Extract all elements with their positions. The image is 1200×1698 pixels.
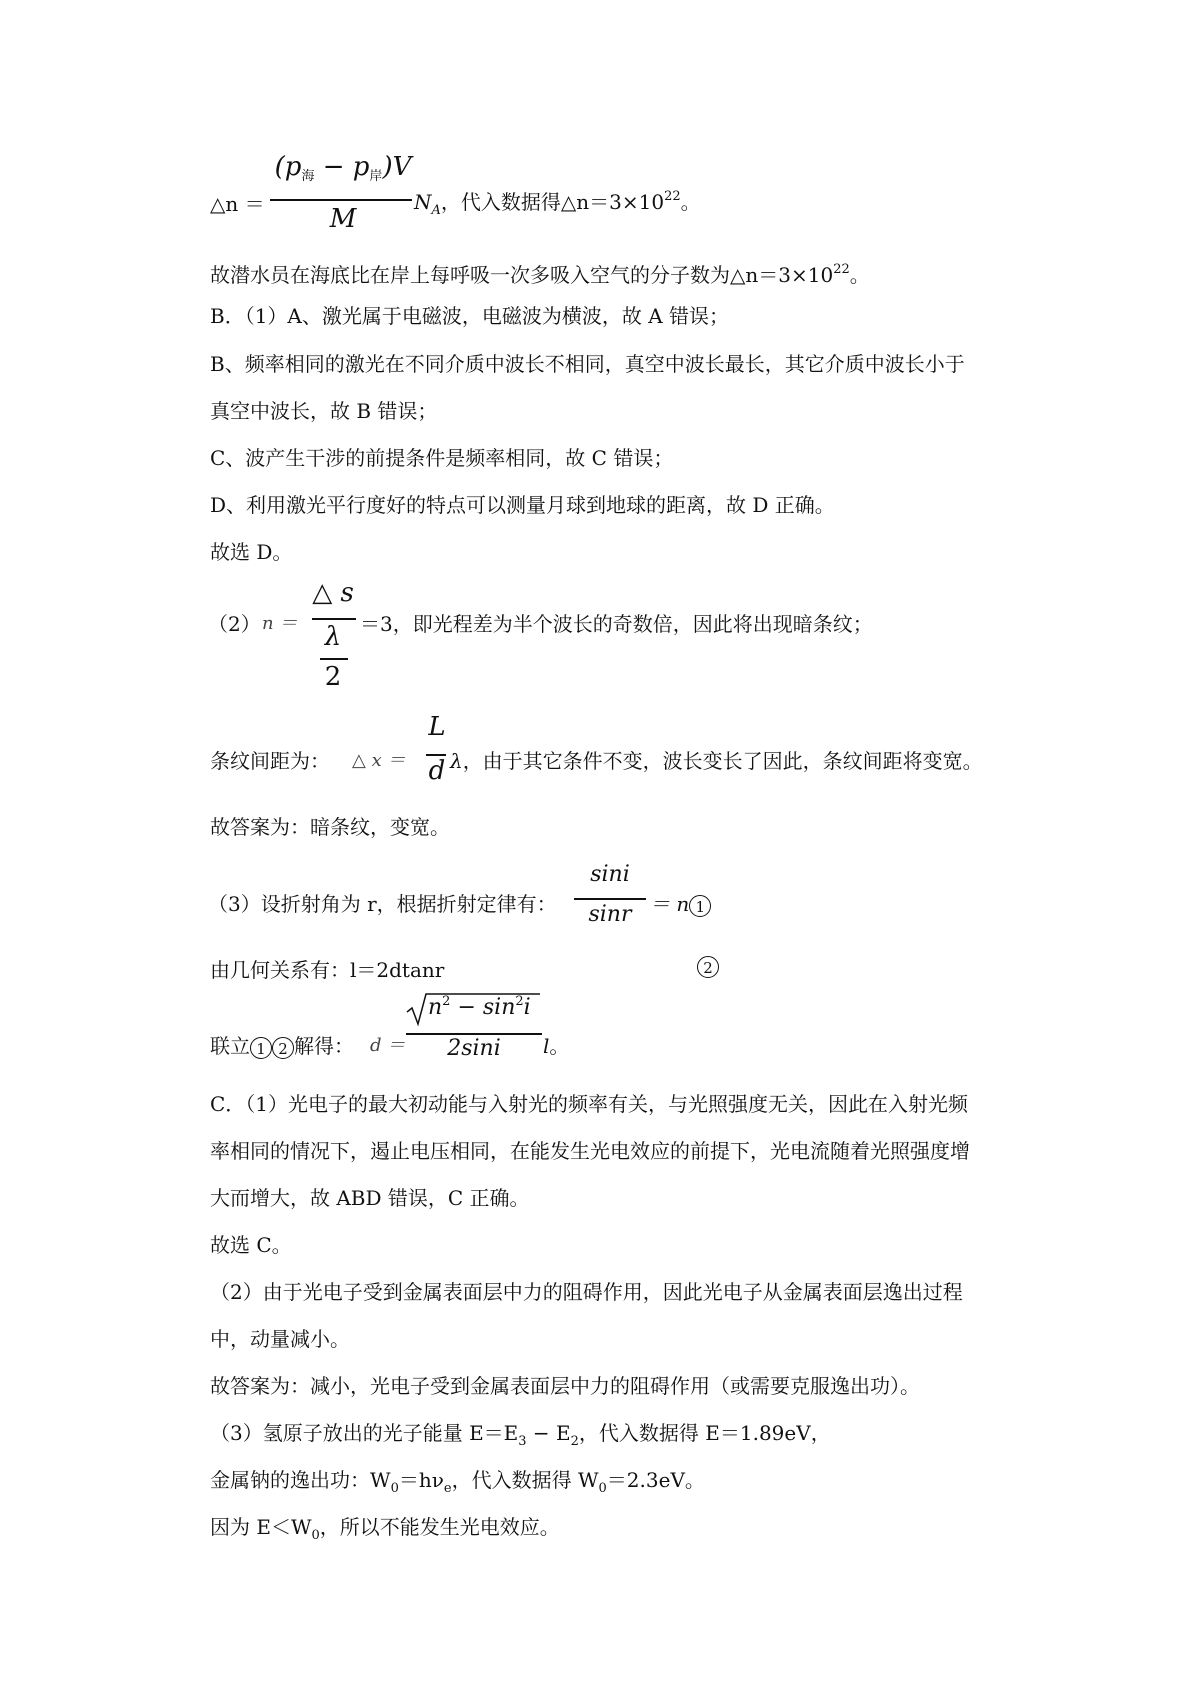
text-line-7: 故选 D。 <box>210 540 293 564</box>
eq2-tail: ＝3，即光程差为半个波长的奇数倍，因此将出现暗条纹； <box>360 612 873 636</box>
text-line-c10: 因为 $E<W_0$，所以不能发生光电效应。 <box>210 1515 560 1543</box>
text-line-c8: （3）氢原子放出的光子能量 $E=E_3 - E_2$，代入数据得 E＝1.89eV， <box>210 1421 831 1449</box>
eq2-numerator: △ s <box>312 578 354 608</box>
text-line-c9: 金属钠的逸出功：$W_0=h\nu_e$，代入数据得 $W_0=2.3eV$。 <box>210 1468 705 1496</box>
text-line-c4: 故选 C。 <box>210 1233 292 1257</box>
eq1-tail: $N_A$，代入数据得$\triangle n=3\times 10^{22}$。 <box>414 189 701 218</box>
text-line-3: B、频率相同的激光在不同介质中波长不相同，真空中波长最长，其它介质中波长小于 <box>210 352 965 376</box>
eq5-fraction-bar <box>406 1033 542 1035</box>
eq4-numerator: sini <box>590 862 630 887</box>
eq5-numerator: $n^2 - \sin^2i$ <box>428 994 531 1020</box>
eq5-lhs: d ＝ <box>370 1035 406 1056</box>
text-line-c7: 故答案为：减小，光电子受到金属表面层中力的阻碍作用（或需要克服逸出功）。 <box>210 1374 920 1398</box>
eq2-lhs: n ＝ <box>262 613 298 634</box>
eq4-tail: ＝ n 1 <box>650 888 711 917</box>
circled-number-1: 1 <box>689 895 711 917</box>
text-line-9: 由几何关系有：l＝2dtanr <box>210 958 445 982</box>
eq4-fraction-bar <box>574 898 646 900</box>
text-line-4: 真空中波长，故 B 错误； <box>210 399 438 423</box>
eq5-lead: 联立 1 2 解得： <box>210 1034 354 1058</box>
eq5-denominator: 2sini <box>447 1036 501 1061</box>
eq5-tail: l。 <box>543 1034 570 1058</box>
text-line-c3: 大而增大，故 ABD 错误，C 正确。 <box>210 1186 530 1210</box>
eq3-tail: λ，由于其它条件不变，波长变长了因此，条纹间距将变宽。 <box>450 749 983 773</box>
eq3-denominator: d <box>428 756 446 786</box>
eq1-numerator: $(p_海 - p_岸)V$ <box>274 152 412 184</box>
eq1-denominator: M <box>329 204 357 234</box>
text-line-c2: 率相同的情况下，遏止电压相同，在能发生光电效应的前提下，光电流随着光照强度增 <box>210 1139 970 1163</box>
text-line-8: 故答案为：暗条纹，变宽。 <box>210 815 450 839</box>
eq3-numerator: L <box>428 712 446 742</box>
eq4-denominator: sinr <box>588 902 632 927</box>
eq2-inner-bar <box>320 658 348 660</box>
text-line-c5: （2）由于光电子受到金属表面层中力的阻碍作用，因此光电子从金属表面层逸出过程 <box>210 1280 963 1304</box>
eq2-den-two: 2 <box>324 662 342 692</box>
circled-number-2: 2 <box>697 956 719 978</box>
text-line-2: B．（1）A、激光属于电磁波，电磁波为横波，故 A 错误； <box>210 304 730 328</box>
text-line-c1: C．（1）光电子的最大初动能与入射光的频率有关，与光照强度无关，因此在入射光频 <box>210 1092 969 1116</box>
text-line-5: C、波产生干涉的前提条件是频率相同，故 C 错误； <box>210 446 674 470</box>
eq2-den-lambda: λ <box>324 622 342 652</box>
text-line-6: D、利用激光平行度好的特点可以测量月球到地球的距离，故 D 正确。 <box>210 493 835 517</box>
eq1-fraction-bar <box>270 199 412 201</box>
text-line-1: 故潜水员在海底比在岸上每呼吸一次多吸入空气的分子数为$\triangle n=3\times 10^{22}$。 <box>210 262 870 287</box>
eq3-lhs: △ x ＝ <box>352 750 406 771</box>
eq2-fraction-bar <box>312 618 356 620</box>
eq4-lead: （3）设折射角为 r，根据折射定律有： <box>208 892 557 916</box>
text-line-c6: 中，动量减小。 <box>210 1327 350 1351</box>
eq1-lhs: △n ＝ <box>210 192 265 216</box>
eq2-lead: （2） <box>208 612 261 636</box>
eq3-lead: 条纹间距为： <box>210 749 330 773</box>
